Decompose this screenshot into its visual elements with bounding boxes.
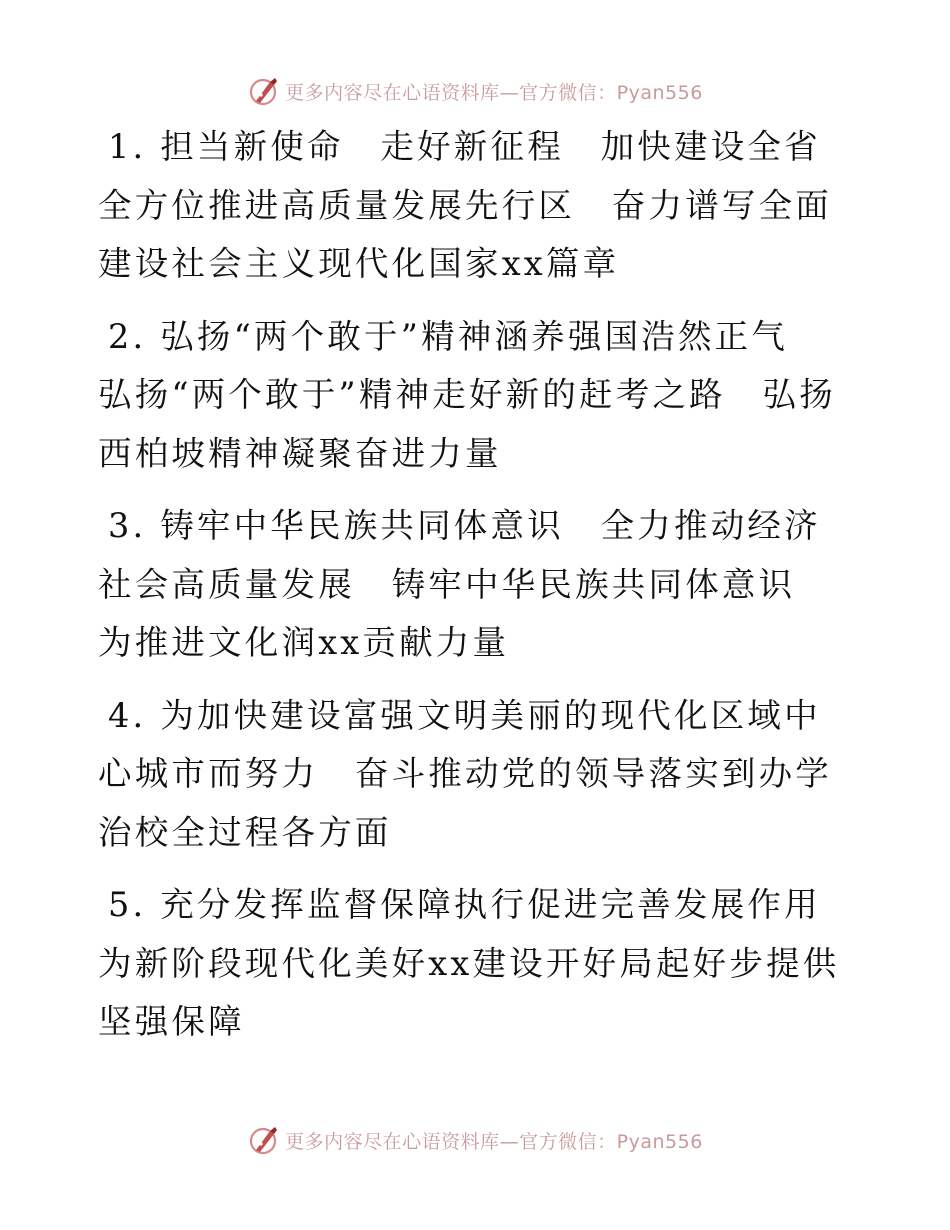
footer-watermark-text: 更多内容尽在心语资料库—官方微信：Pyan556 [285, 1130, 703, 1153]
list-item-1: 1. 担当新使命 走好新征程 加快建设全省全方位推进高质量发展先行区 奋力谱写全面建设社会主义现代化国家xx篇章 [98, 127, 832, 283]
header-watermark-text: 更多内容尽在心语资料库—官方微信：Pyan556 [285, 81, 703, 104]
pen-nib-logo-icon [247, 1123, 281, 1157]
list-item-3: 3. 铸牢中华民族共同体意识 全力推动经济社会高质量发展 铸牢中华民族共同体意识 为推进文化润xx贡献力量 [98, 506, 833, 662]
list-item-2: 2. 弘扬“两个敢于”精神涵养强国浩然正气 弘扬“两个敢于”精神走好新的赶考之路 弘扬西柏坡精神凝聚奋进力量 [98, 316, 836, 473]
header-watermark [0, 71, 950, 111]
pen-nib-logo-icon [247, 74, 281, 108]
document-body [98, 118, 858, 1066]
list-item-5: 5. 充分发挥监督保障执行促进完善发展作用 为新阶段现代化美好xx建设开好局起好步提供坚强保障 [98, 885, 858, 1041]
footer-watermark [0, 1120, 950, 1160]
list-item-4: 4. 为加快建设富强文明美丽的现代化区域中心城市而努力 奋斗推动党的领导落实到办学治校全过程各方面 [98, 695, 832, 852]
